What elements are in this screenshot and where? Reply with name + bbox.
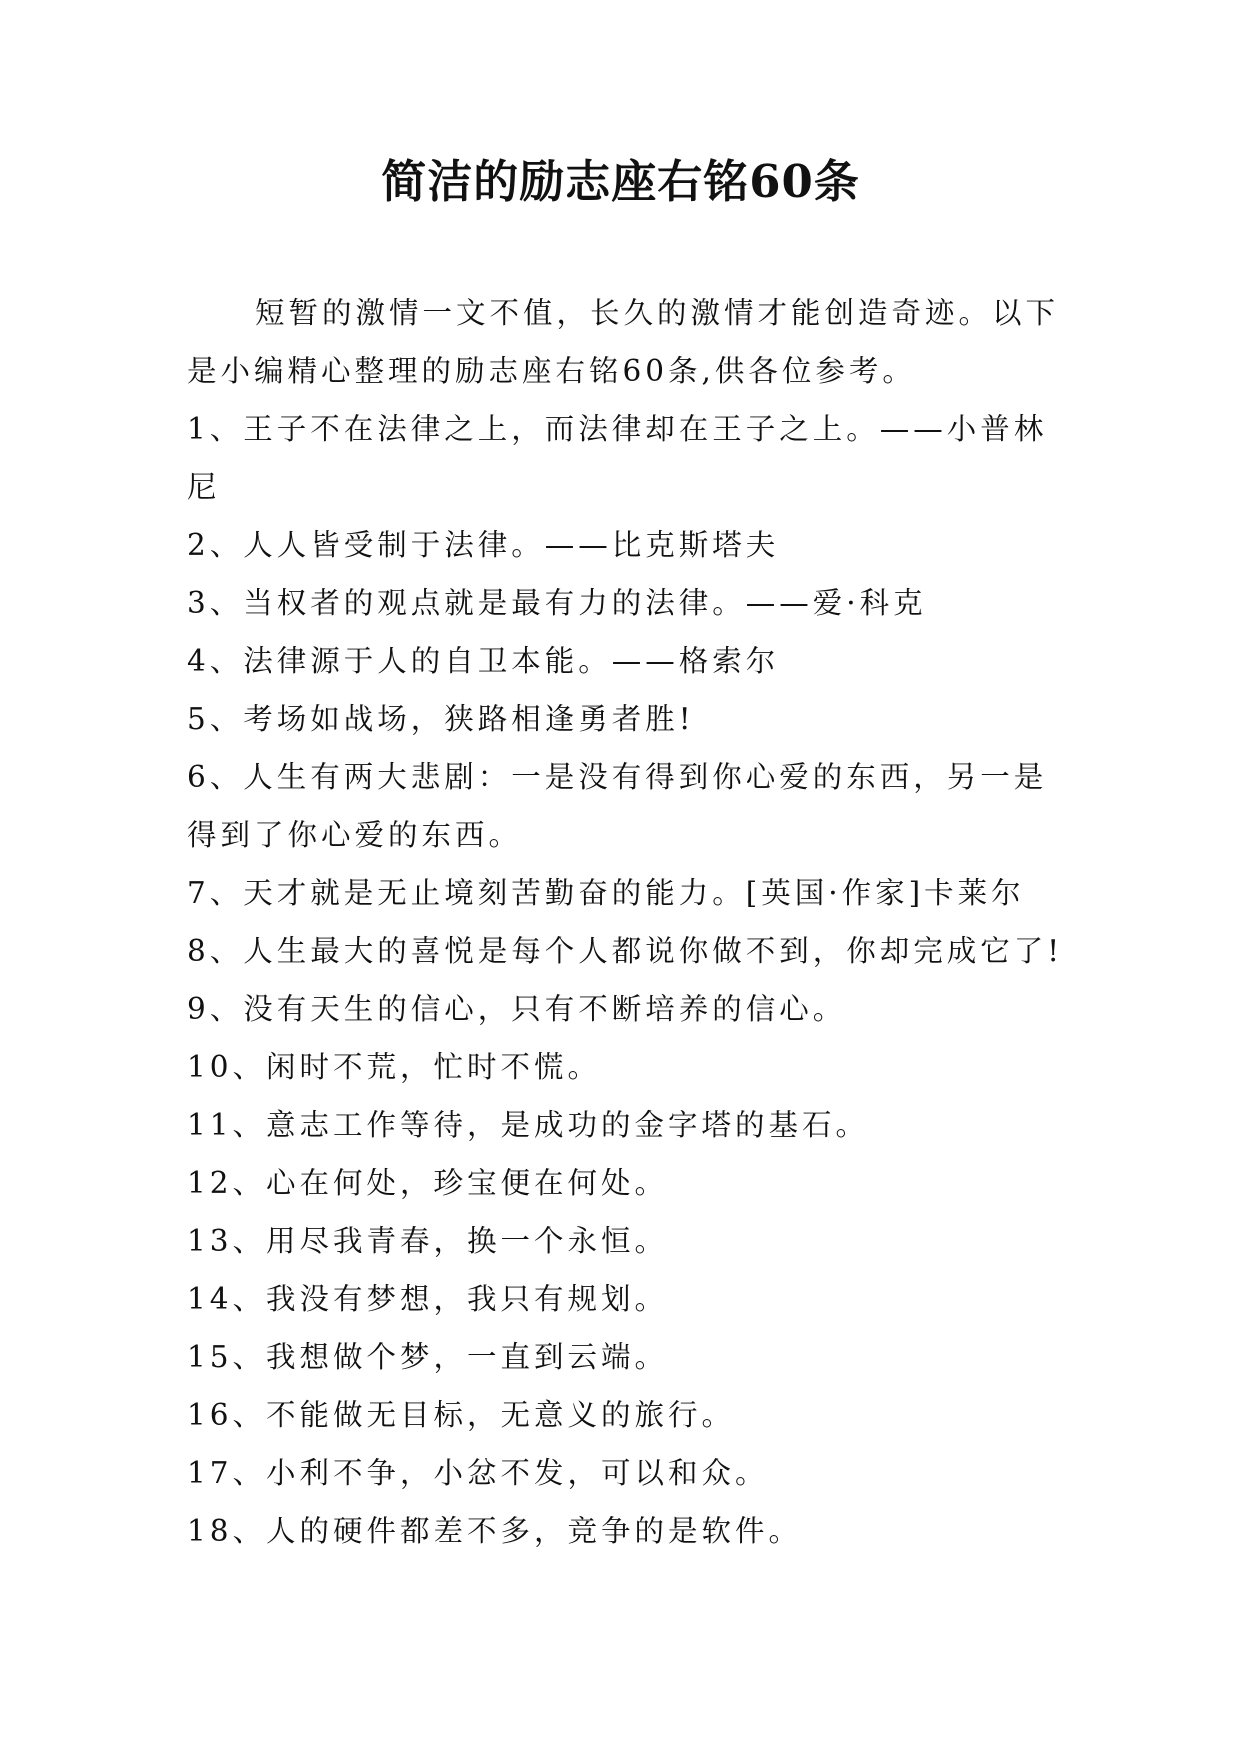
quote-line: 6、人生有两大悲剧：一是没有得到你心爱的东西，另一是 [187, 760, 1048, 794]
quote-line: 3、当权者的观点就是最有力的法律。——爱·科克 [187, 586, 927, 620]
quote-line: 1、王子不在法律之上，而法律却在王子之上。——小普林 [187, 412, 1048, 446]
quote-line: 8、人生最大的喜悦是每个人都说你做不到，你却完成它了! [187, 934, 1064, 968]
intro-line: 是小编精心整理的励志座右铭60条,供各位参考。 [187, 354, 916, 388]
document-body [187, 284, 1067, 1560]
document-title: 简洁的励志座右铭60条 [381, 155, 860, 208]
quote-line: 4、法律源于人的自卫本能。——格索尔 [187, 644, 780, 678]
quote-line: 5、考场如战场，狭路相逢勇者胜! [187, 702, 695, 736]
quote-line: 12、心在何处，珍宝便在何处。 [187, 1166, 669, 1200]
intro-line: 短暂的激情一文不值，长久的激情才能创造奇迹。以下 [255, 296, 1060, 330]
quote-line: 14、我没有梦想，我只有规划。 [187, 1282, 669, 1316]
quote-line: 17、小利不争，小忿不发，可以和众。 [187, 1456, 769, 1490]
quote-line: 2、人人皆受制于法律。——比克斯塔夫 [187, 528, 780, 562]
quote-line: 10、闲时不荒，忙时不慌。 [187, 1050, 602, 1084]
quote-line: 11、意志工作等待，是成功的金字塔的基石。 [187, 1108, 870, 1142]
quote-line: 18、人的硬件都差不多，竞争的是软件。 [187, 1514, 803, 1548]
quote-line: 13、用尽我青春，换一个永恒。 [187, 1224, 669, 1258]
quote-line: 7、天才就是无止境刻苦勤奋的能力。[英国·作家]卡莱尔 [187, 876, 1025, 910]
quote-line: 得到了你心爱的东西。 [187, 818, 523, 852]
quote-line: 15、我想做个梦，一直到云端。 [187, 1340, 669, 1374]
quote-line: 9、没有天生的信心，只有不断培养的信心。 [187, 992, 847, 1026]
quote-line: 16、不能做无目标，无意义的旅行。 [187, 1398, 736, 1432]
quote-line: 尼 [187, 470, 221, 504]
